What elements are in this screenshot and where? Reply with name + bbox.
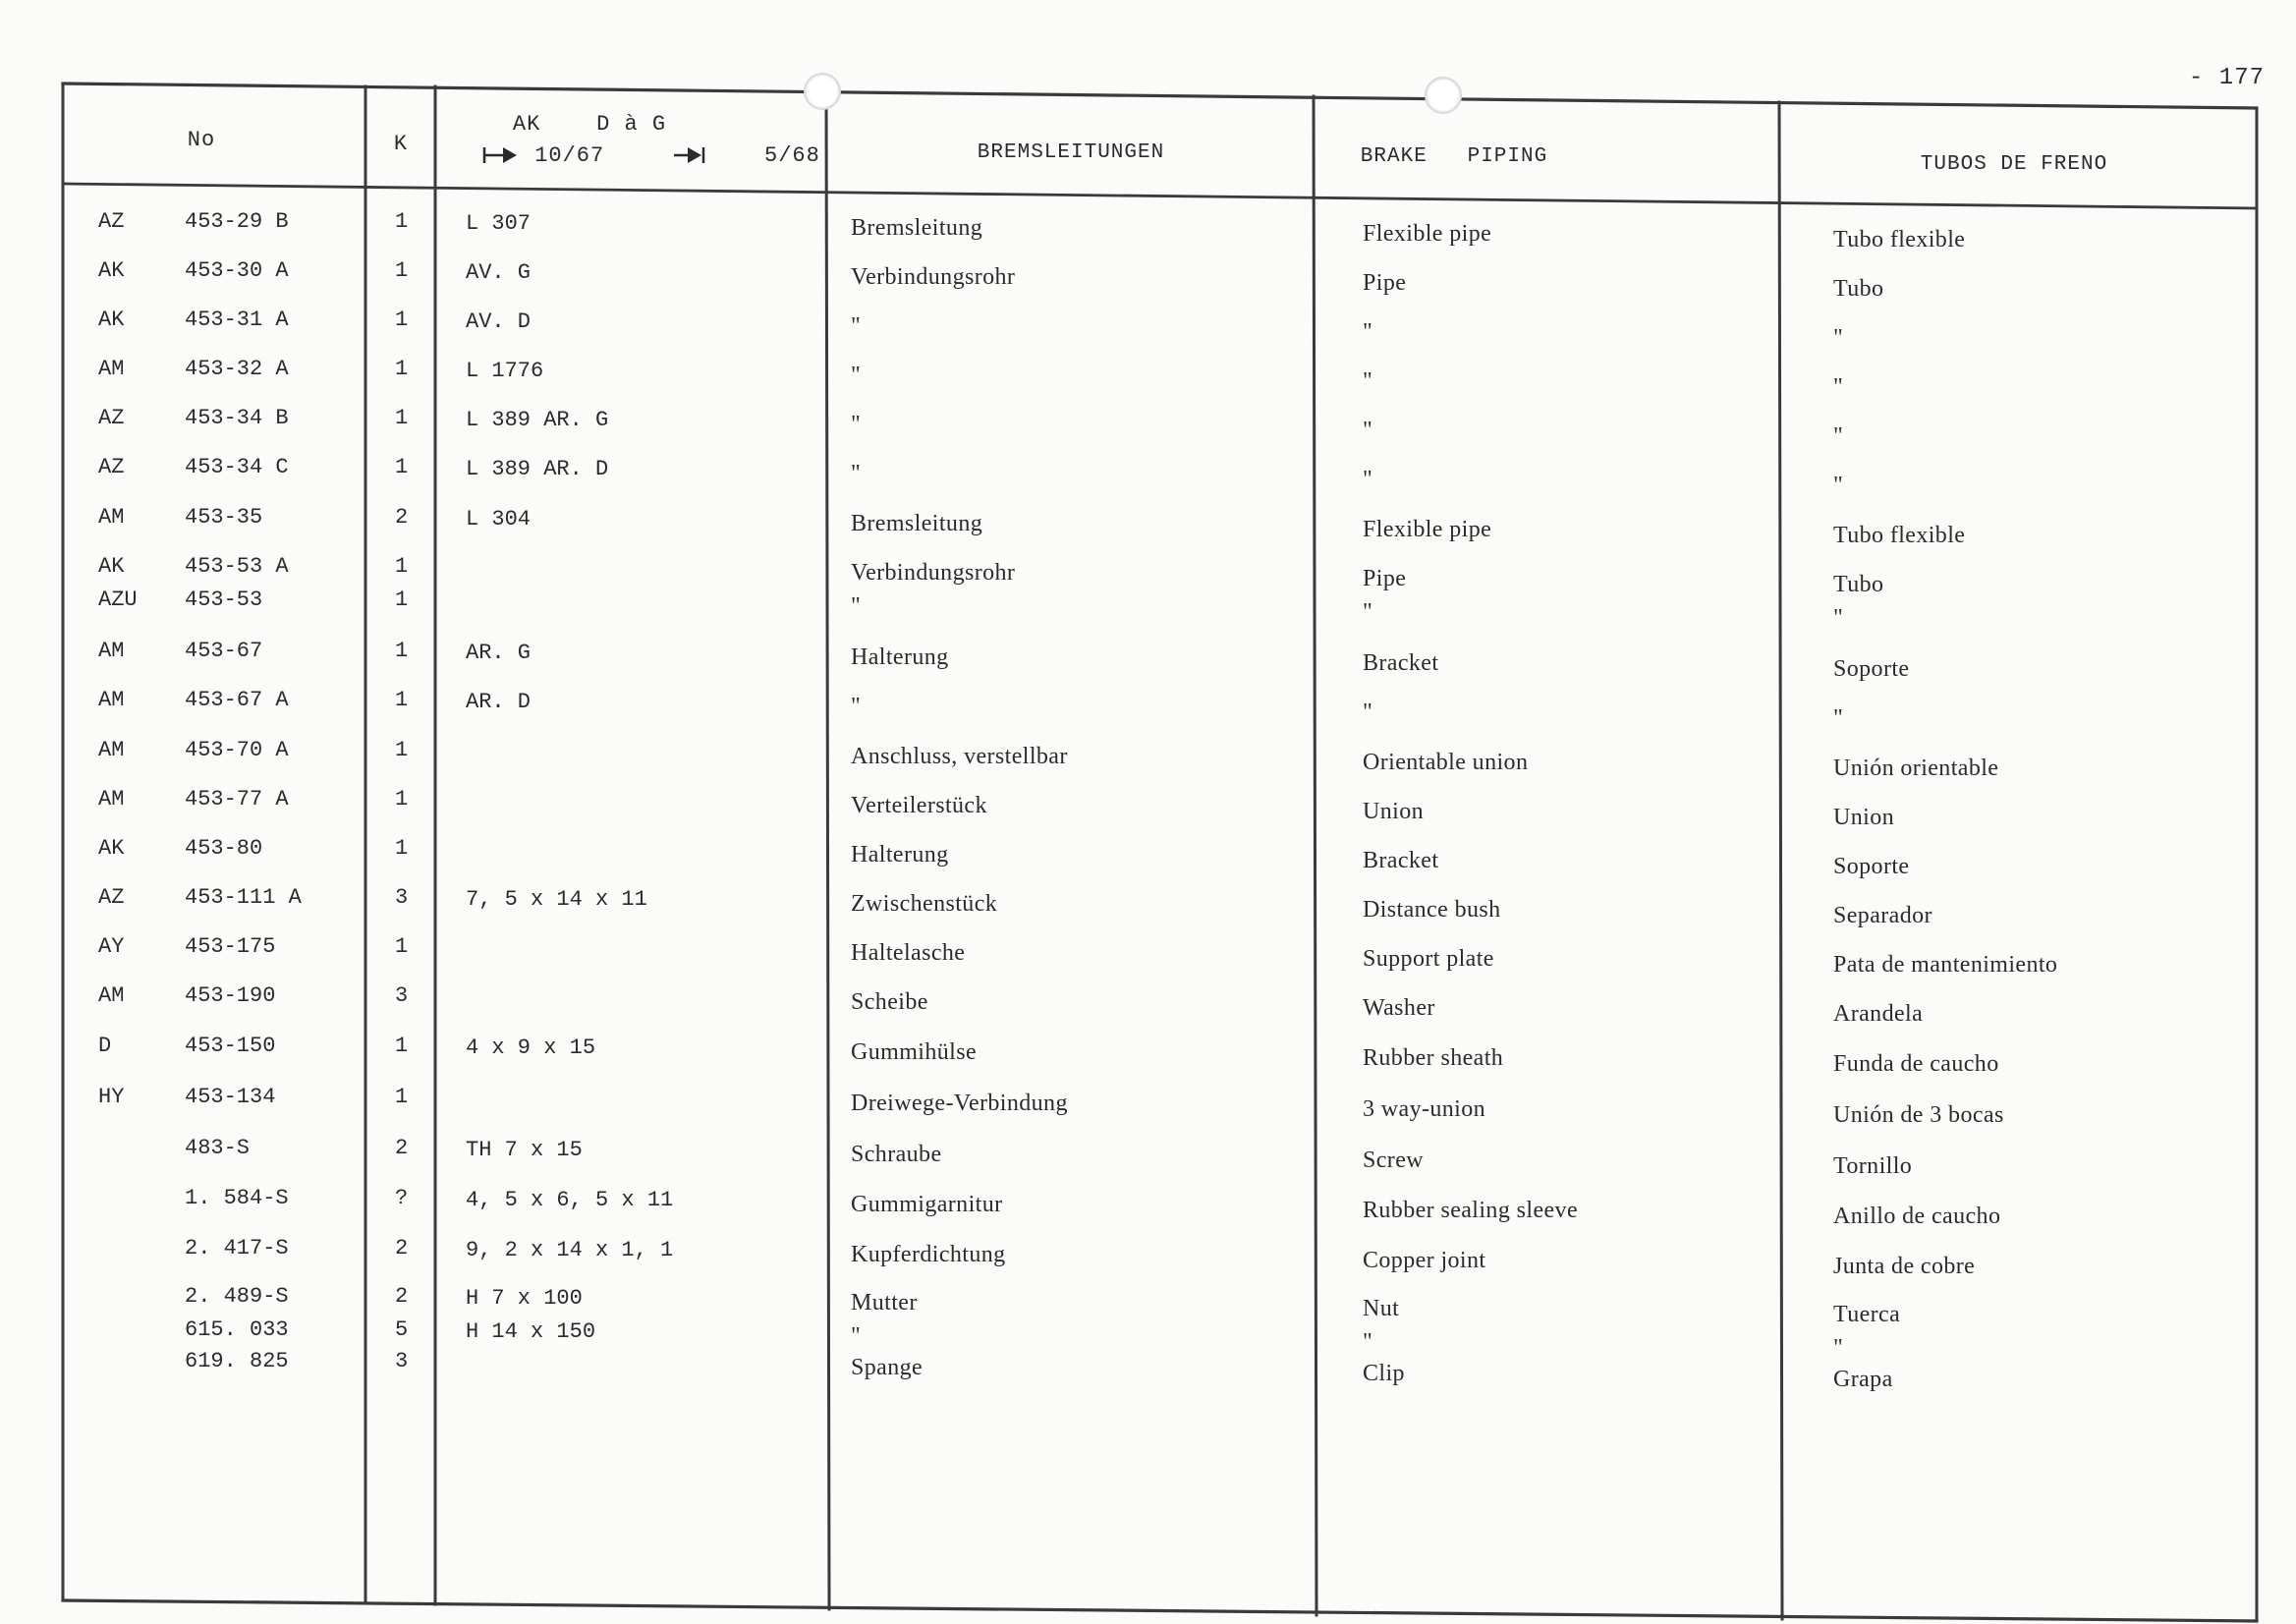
cell-k: 3 — [395, 983, 409, 1008]
cell-es: Soporte — [1833, 854, 1910, 879]
cell-es: " — [1833, 423, 1844, 449]
cell-no: 1. 584-S — [185, 1186, 289, 1210]
cell-en: Nut — [1363, 1296, 1400, 1321]
cell-k: 1 — [395, 1085, 409, 1109]
cell-pre: AK — [98, 554, 125, 579]
cell-de: " — [851, 363, 862, 388]
cell-de: Scheibe — [851, 989, 928, 1015]
cell-k: 1 — [395, 688, 409, 712]
cell-en: " — [1363, 418, 1373, 443]
header-no: No — [187, 128, 216, 152]
cell-es: " — [1833, 605, 1844, 631]
cell-no: 619. 825 — [185, 1349, 289, 1373]
cell-k: 2 — [395, 505, 409, 530]
cell-pre: AZ — [98, 406, 125, 430]
cell-k: 5 — [395, 1317, 409, 1342]
cell-en: Pipe — [1363, 270, 1407, 296]
cell-no: 453-175 — [185, 934, 276, 959]
cell-es: Unión orientable — [1833, 756, 1999, 781]
punch-hole — [804, 73, 841, 110]
cell-de: Spange — [851, 1355, 924, 1380]
cell-k: 1 — [395, 639, 409, 663]
cell-de: Mutter — [851, 1290, 918, 1316]
header-spanish: TUBOS DE FRENO — [1920, 153, 2108, 176]
cell-no: 453-35 — [185, 505, 263, 530]
cell-de: " — [851, 694, 862, 719]
cell-en: Bracket — [1363, 650, 1439, 676]
cell-pre: AM — [98, 688, 125, 712]
cell-es: Unión de 3 bocas — [1833, 1102, 2004, 1128]
cell-pre: AM — [98, 983, 125, 1008]
cell-de: Halterung — [851, 644, 949, 670]
cell-en: " — [1363, 599, 1373, 625]
cell-k: 1 — [395, 258, 409, 283]
punch-hole — [1425, 77, 1462, 114]
cell-es: Union — [1833, 805, 1894, 830]
cell-de: Haltelasche — [851, 940, 966, 966]
cell-en: " — [1363, 319, 1373, 345]
cell-k: 3 — [395, 1349, 409, 1373]
cell-en: Bracket — [1363, 848, 1439, 873]
cell-no: 453-134 — [185, 1085, 276, 1109]
page-number: - 177 — [2189, 65, 2266, 91]
cell-ref: 7, 5 x 14 x 11 — [466, 887, 647, 912]
cell-es: Junta de cobre — [1833, 1254, 1976, 1279]
cell-k: 1 — [395, 357, 409, 381]
cell-no: 453-29 B — [185, 209, 289, 234]
cell-de: Kupferdichtung — [851, 1242, 1006, 1267]
cell-ref: 4, 5 x 6, 5 x 11 — [466, 1188, 674, 1212]
cell-no: 453-53 A — [185, 554, 289, 579]
cell-k: 1 — [395, 934, 409, 959]
cell-no: 453-31 A — [185, 308, 289, 332]
cell-es: Tuerca — [1833, 1302, 1901, 1327]
cell-no: 453-70 A — [185, 738, 289, 762]
cell-pre: AM — [98, 738, 125, 762]
cell-de: Dreiwege-Verbindung — [851, 1091, 1068, 1116]
cell-es: " — [1833, 374, 1844, 400]
cell-es: " — [1833, 473, 1844, 498]
cell-de: " — [851, 313, 862, 339]
cell-no: 453-150 — [185, 1034, 276, 1058]
cell-pre: AM — [98, 505, 125, 530]
cell-en: Copper joint — [1363, 1248, 1486, 1273]
cell-no: 453-34 C — [185, 455, 289, 479]
cell-no: 453-67 A — [185, 688, 289, 712]
cell-ref: L 389 AR. D — [466, 457, 609, 481]
cell-de: Anschluss, verstellbar — [851, 744, 1068, 769]
cell-pre: AZ — [98, 885, 125, 910]
cell-k: 1 — [395, 209, 409, 234]
cell-de: " — [851, 412, 862, 437]
cell-de: Schraube — [851, 1142, 942, 1167]
cell-de: Verbindungsrohr — [851, 264, 1016, 290]
cell-de: Verteilerstück — [851, 793, 987, 818]
cell-pre: AK — [98, 258, 125, 283]
header-english: BRAKE PIPING — [1360, 145, 1548, 168]
cell-es: " — [1833, 325, 1844, 351]
cell-no: 453-77 A — [185, 787, 289, 812]
cell-en: " — [1363, 467, 1373, 492]
cell-k: ? — [395, 1186, 409, 1210]
cell-no: 453-34 B — [185, 406, 289, 430]
cell-de: Gummihülse — [851, 1039, 977, 1065]
cell-no: 453-30 A — [185, 258, 289, 283]
cell-k: 2 — [395, 1284, 409, 1309]
cell-es: Grapa — [1833, 1367, 1893, 1392]
cell-pre: AM — [98, 639, 125, 663]
cell-ref: TH 7 x 15 — [466, 1138, 583, 1162]
cell-no: 483-S — [185, 1136, 251, 1160]
cell-ref: H 7 x 100 — [466, 1286, 583, 1311]
cell-de: Bremsleitung — [851, 215, 983, 241]
cell-k: 1 — [395, 1034, 409, 1058]
cell-en: " — [1363, 700, 1373, 725]
cell-k: 1 — [395, 455, 409, 479]
cell-en: Orientable union — [1363, 750, 1529, 775]
to-arrow-icon — [672, 144, 707, 166]
cell-es: Tornillo — [1833, 1153, 1913, 1179]
cell-pre: AM — [98, 357, 125, 381]
cell-ref: AV. G — [466, 260, 532, 285]
cell-de: Bremsleitung — [851, 511, 983, 536]
cell-ref: AR. G — [466, 641, 532, 665]
cell-ref: 9, 2 x 14 x 1, 1 — [466, 1238, 674, 1262]
cell-en: Pipe — [1363, 566, 1407, 591]
cell-de: Verbindungsrohr — [851, 560, 1016, 586]
cell-es: Tubo flexible — [1833, 523, 1966, 548]
cell-en: Distance bush — [1363, 897, 1501, 923]
cell-k: 2 — [395, 1236, 409, 1260]
cell-de: Zwischenstück — [851, 891, 998, 917]
cell-no: 2. 489-S — [185, 1284, 289, 1309]
cell-es: Soporte — [1833, 656, 1910, 682]
cell-pre: AK — [98, 308, 125, 332]
cell-en: Rubber sheath — [1363, 1045, 1504, 1071]
header-k: K — [393, 132, 409, 156]
cell-pre: AZ — [98, 455, 125, 479]
cell-no: 453-32 A — [185, 357, 289, 381]
cell-k: 2 — [395, 1136, 409, 1160]
cell-ref: AR. D — [466, 690, 532, 714]
cell-es: Tubo — [1833, 276, 1884, 302]
cell-ref: L 1776 — [466, 359, 544, 383]
header-ak-from: 10/67 — [534, 143, 605, 168]
cell-en: Rubber sealing sleeve — [1363, 1198, 1578, 1223]
cell-k: 1 — [395, 554, 409, 579]
cell-no: 615. 033 — [185, 1317, 289, 1342]
from-arrow-icon — [481, 144, 521, 166]
cell-no: 453-67 — [185, 639, 263, 663]
cell-en: Flexible pipe — [1363, 221, 1492, 247]
cell-es: Tubo — [1833, 572, 1884, 597]
cell-en: Union — [1363, 799, 1424, 824]
cell-ref: L 307 — [466, 211, 532, 236]
cell-pre: HY — [98, 1085, 125, 1109]
cell-ref: L 304 — [466, 507, 532, 532]
header-ak-to: 5/68 — [764, 143, 820, 168]
cell-es: Separador — [1833, 903, 1932, 928]
cell-pre: AK — [98, 836, 125, 861]
cell-es: Tubo flexible — [1833, 227, 1966, 252]
cell-k: 1 — [395, 787, 409, 812]
header-ak-top: AK D à G — [512, 112, 667, 137]
cell-k: 3 — [395, 885, 409, 910]
cell-es: Arandela — [1833, 1001, 1924, 1027]
cell-ref: 4 x 9 x 15 — [466, 1036, 596, 1060]
cell-es: Anillo de caucho — [1833, 1204, 2001, 1229]
cell-pre: AZU — [98, 588, 138, 612]
header-ak-range — [481, 143, 820, 168]
cell-de: " — [851, 593, 862, 619]
cell-es: Pata de mantenimiento — [1833, 952, 2058, 978]
cell-no: 453-80 — [185, 836, 263, 861]
cell-k: 1 — [395, 738, 409, 762]
cell-en: Screw — [1363, 1148, 1424, 1173]
cell-de: " — [851, 461, 862, 486]
cell-de: Halterung — [851, 842, 949, 868]
cell-ref: L 389 AR. G — [466, 408, 609, 432]
cell-en: Clip — [1363, 1361, 1405, 1386]
cell-k: 1 — [395, 836, 409, 861]
cell-k: 1 — [395, 406, 409, 430]
cell-de: " — [851, 1323, 862, 1349]
cell-pre: D — [98, 1034, 112, 1058]
cell-en: " — [1363, 1329, 1373, 1355]
cell-no: 453-53 — [185, 588, 263, 612]
cell-es: " — [1833, 705, 1844, 731]
cell-k: 1 — [395, 308, 409, 332]
cell-ref: H 14 x 150 — [466, 1319, 596, 1344]
cell-no: 2. 417-S — [185, 1236, 289, 1260]
cell-no: 453-111 A — [185, 885, 302, 910]
cell-no: 453-190 — [185, 983, 276, 1008]
cell-pre: AZ — [98, 209, 125, 234]
cell-en: Washer — [1363, 995, 1435, 1021]
cell-en: " — [1363, 368, 1373, 394]
cell-en: 3 way-union — [1363, 1096, 1486, 1122]
cell-en: Support plate — [1363, 946, 1494, 972]
cell-ref: AV. D — [466, 309, 532, 334]
cell-k: 1 — [395, 588, 409, 612]
header-german: BREMSLEITUNGEN — [977, 141, 1165, 164]
cell-es: " — [1833, 1335, 1844, 1361]
cell-pre: AM — [98, 787, 125, 812]
cell-es: Funda de caucho — [1833, 1051, 1999, 1077]
cell-de: Gummigarnitur — [851, 1192, 1003, 1217]
cell-pre: AY — [98, 934, 125, 959]
cell-en: Flexible pipe — [1363, 517, 1492, 542]
